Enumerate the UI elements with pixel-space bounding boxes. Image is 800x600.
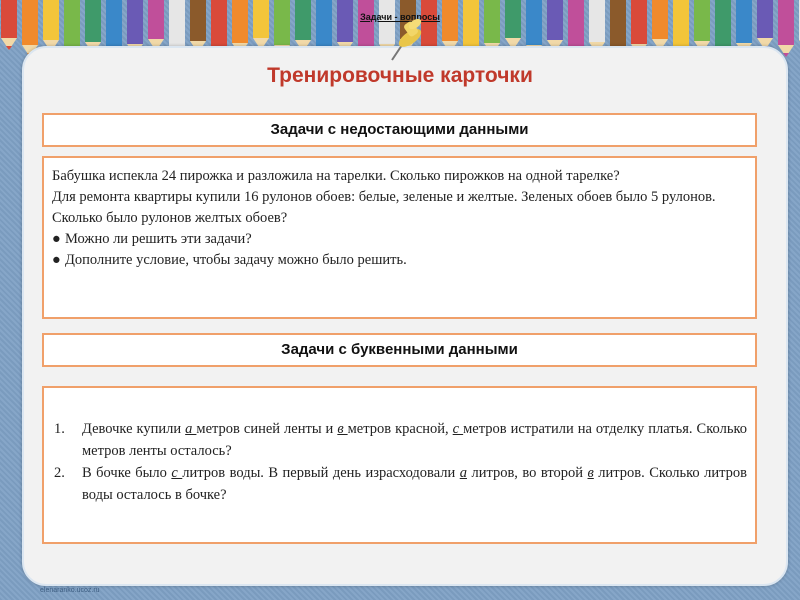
variable: в xyxy=(587,465,594,481)
pencil-body xyxy=(232,0,248,43)
pencil-body xyxy=(43,0,59,40)
pencil-lead xyxy=(6,46,12,50)
pencil-body xyxy=(652,0,668,39)
list-item: 1. Девочке купили а метров синей ленты и в метров красной, с метров истратили на отделку платья. Сколько метров ленты осталось? xyxy=(54,418,747,462)
variable: с xyxy=(452,421,464,437)
variable: а xyxy=(185,421,197,437)
pencil-body xyxy=(64,0,80,47)
page-title: Тренировочные карточки xyxy=(267,64,533,87)
pencil-body xyxy=(463,0,479,48)
task-text: Бабушка испекла 24 пирожка и разложила на тарелки. Сколько пирожков на одной тарелке? xyxy=(52,168,620,184)
section1-header: Задачи с недостающими данными xyxy=(42,113,757,147)
bullet-icon: ● xyxy=(52,231,61,247)
top-title: Задачи - вопросы xyxy=(360,12,440,22)
pencil-body xyxy=(127,0,143,44)
pencil-body xyxy=(169,0,185,46)
pencil-body xyxy=(715,0,731,48)
variable: с xyxy=(171,465,183,481)
watermark: elenaranko.ucoz.ru xyxy=(40,587,100,594)
pencil-body xyxy=(778,0,794,45)
pencil-body xyxy=(274,0,290,45)
pencil-body xyxy=(295,0,311,40)
section1-card xyxy=(42,156,757,319)
pushpin-icon xyxy=(384,18,428,64)
pencil-body xyxy=(757,0,773,38)
pencil-body xyxy=(316,0,332,47)
pencil-body xyxy=(547,0,563,40)
list-item: 2. В бочке было с литров воды. В первый день израсходовали а литров, во второй в литров. Сколько литров воды осталось в бочке? xyxy=(54,462,747,506)
list-number: 2. xyxy=(54,465,65,481)
question-item: ● Можно ли решить эти задачи? xyxy=(52,229,747,250)
list-number: 1. xyxy=(54,421,65,437)
question-item: ● Дополните условие, чтобы задачу можно было решить. xyxy=(52,250,747,271)
pencil-body xyxy=(85,0,101,42)
pencil-body xyxy=(736,0,752,43)
pencil-body xyxy=(148,0,164,39)
pencil-body xyxy=(526,0,542,45)
pencil-body xyxy=(568,0,584,47)
pencil-body xyxy=(253,0,269,38)
section2-header: Задачи с буквенными данными xyxy=(42,333,757,367)
pencil-body xyxy=(1,0,17,38)
pencil-body xyxy=(694,0,710,41)
variable: в xyxy=(337,421,348,437)
section2-card xyxy=(42,386,757,544)
pencil-body xyxy=(631,0,647,44)
task-text: Для ремонта квартиры купили 16 рулонов обоев: белые, зеленые и желтые. Зеленых обоев было 5 рулонов. Сколько было рулонов желтых обоев? xyxy=(52,189,716,226)
pencil-body xyxy=(22,0,38,45)
pencil-body xyxy=(673,0,689,46)
pencil-body xyxy=(589,0,605,42)
bullet-icon: ● xyxy=(52,252,61,268)
pencil-body xyxy=(505,0,521,38)
pencil-body xyxy=(358,0,374,49)
pencil-body xyxy=(211,0,227,48)
variable: а xyxy=(459,465,467,481)
pencil-body xyxy=(106,0,122,49)
pencil-body xyxy=(190,0,206,41)
pencil-body xyxy=(484,0,500,43)
pencil-body xyxy=(610,0,626,49)
